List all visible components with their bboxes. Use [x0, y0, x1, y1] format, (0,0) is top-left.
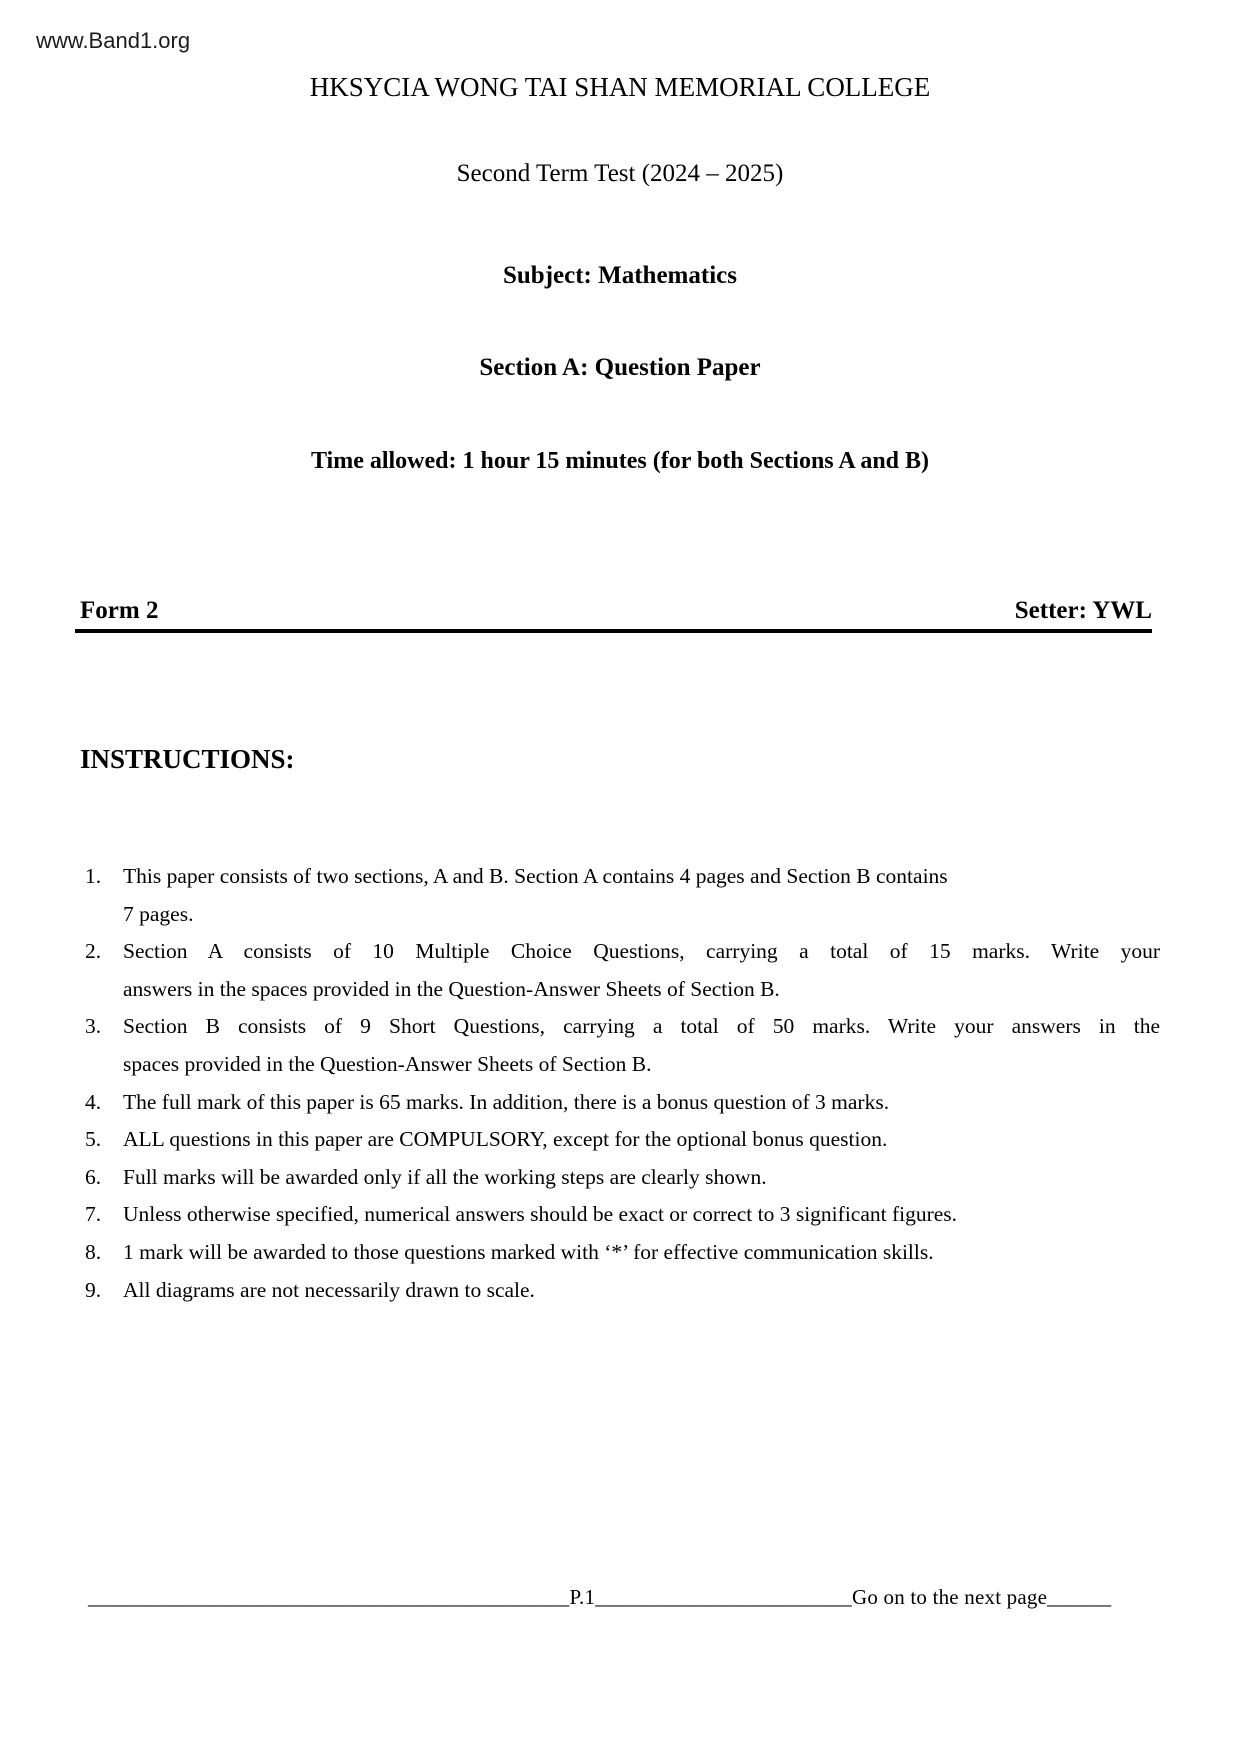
- setter-label: Setter: YWL: [1014, 597, 1152, 624]
- instructions-list: [85, 858, 1160, 1309]
- instruction-text: [123, 1084, 1160, 1122]
- go-to-next-page-label: Go on to the next page: [852, 1585, 1048, 1609]
- instruction-number: 4.: [85, 1089, 102, 1114]
- instructions-heading: INSTRUCTIONS:: [80, 744, 295, 774]
- footer-right-rule: ______: [1047, 1585, 1112, 1609]
- instruction-line: Full marks will be awarded only if all the working steps are clearly shown.: [123, 1164, 767, 1189]
- instruction-number: 9.: [85, 1277, 102, 1302]
- instruction-number: 7.: [85, 1202, 102, 1227]
- instruction-item: [85, 933, 1160, 1008]
- footer-mid-rule: ________________________: [595, 1585, 853, 1609]
- instruction-text: [123, 1234, 1160, 1272]
- time-allowed-heading: Time allowed: 1 hour 15 minutes (for both Sections A and B): [310, 448, 930, 474]
- instruction-line: The full mark of this paper is 65 marks. In addition, there is a bonus question of 3 marks.: [123, 1089, 890, 1114]
- instruction-text: [123, 1272, 1160, 1310]
- page-number: P.1: [569, 1585, 596, 1609]
- instruction-line: ALL questions in this paper are COMPULSORY, except for the optional bonus question.: [123, 1127, 888, 1152]
- instruction-item: [85, 858, 1160, 933]
- instruction-number: 1.: [85, 864, 102, 888]
- instruction-number: 5.: [85, 1127, 102, 1152]
- page-footer: [88, 1585, 1152, 1610]
- instruction-item: [85, 1084, 1160, 1122]
- instruction-line: All diagrams are not necessarily drawn to scale.: [123, 1277, 535, 1302]
- form-setter-row: [80, 597, 1152, 625]
- instruction-line: Section B consists of 9 Short Questions, carrying a total of 50 marks. Write your answers in the: [123, 1014, 1160, 1039]
- instruction-text: [123, 858, 1160, 933]
- instruction-item: [85, 1159, 1160, 1197]
- instruction-number: 6.: [85, 1164, 102, 1189]
- instruction-item: [85, 1234, 1160, 1272]
- instruction-line: This paper consists of two sections, A and B. Section A contains 4 pages and Section B contains: [123, 864, 948, 888]
- instruction-line: 7 pages.: [123, 901, 194, 926]
- horizontal-divider: [75, 629, 1152, 633]
- instruction-line: 1 mark will be awarded to those questions marked with ‘*’ for effective communication skills.: [123, 1239, 934, 1264]
- instruction-text: [123, 1008, 1160, 1083]
- term-test-title: Second Term Test (2024 – 2025): [456, 160, 784, 187]
- instruction-item: [85, 1272, 1160, 1310]
- instruction-text: [123, 1121, 1160, 1159]
- instruction-line: Unless otherwise specified, numerical answers should be exact or correct to 3 significant figures.: [123, 1202, 958, 1227]
- section-heading: Section A: Question Paper: [479, 354, 761, 381]
- instruction-text: [123, 1159, 1160, 1197]
- instruction-number: 3.: [85, 1014, 102, 1039]
- watermark-url-text: www.Band1.org: [36, 28, 191, 53]
- instruction-line: answers in the spaces provided in the Question-Answer Sheets of Section B.: [123, 976, 780, 1001]
- school-name-title: HKSYCIA WONG TAI SHAN MEMORIAL COLLEGE: [309, 72, 931, 102]
- form-label: Form 2: [80, 597, 159, 624]
- instruction-number: 8.: [85, 1239, 102, 1264]
- instruction-number: 2.: [85, 939, 102, 964]
- instruction-text: [123, 1196, 1160, 1234]
- instruction-text: [123, 933, 1160, 1008]
- instruction-item: [85, 1008, 1160, 1083]
- subject-heading: Subject: Mathematics: [503, 262, 737, 289]
- instruction-line: spaces provided in the Question-Answer Sheets of Section B.: [123, 1051, 652, 1076]
- instruction-item: [85, 1121, 1160, 1159]
- footer-left-rule: _____________________________________________: [88, 1585, 570, 1609]
- instruction-item: [85, 1196, 1160, 1234]
- instruction-line: Section A consists of 10 Multiple Choice Questions, carrying a total of 15 marks. Write your: [123, 939, 1160, 964]
